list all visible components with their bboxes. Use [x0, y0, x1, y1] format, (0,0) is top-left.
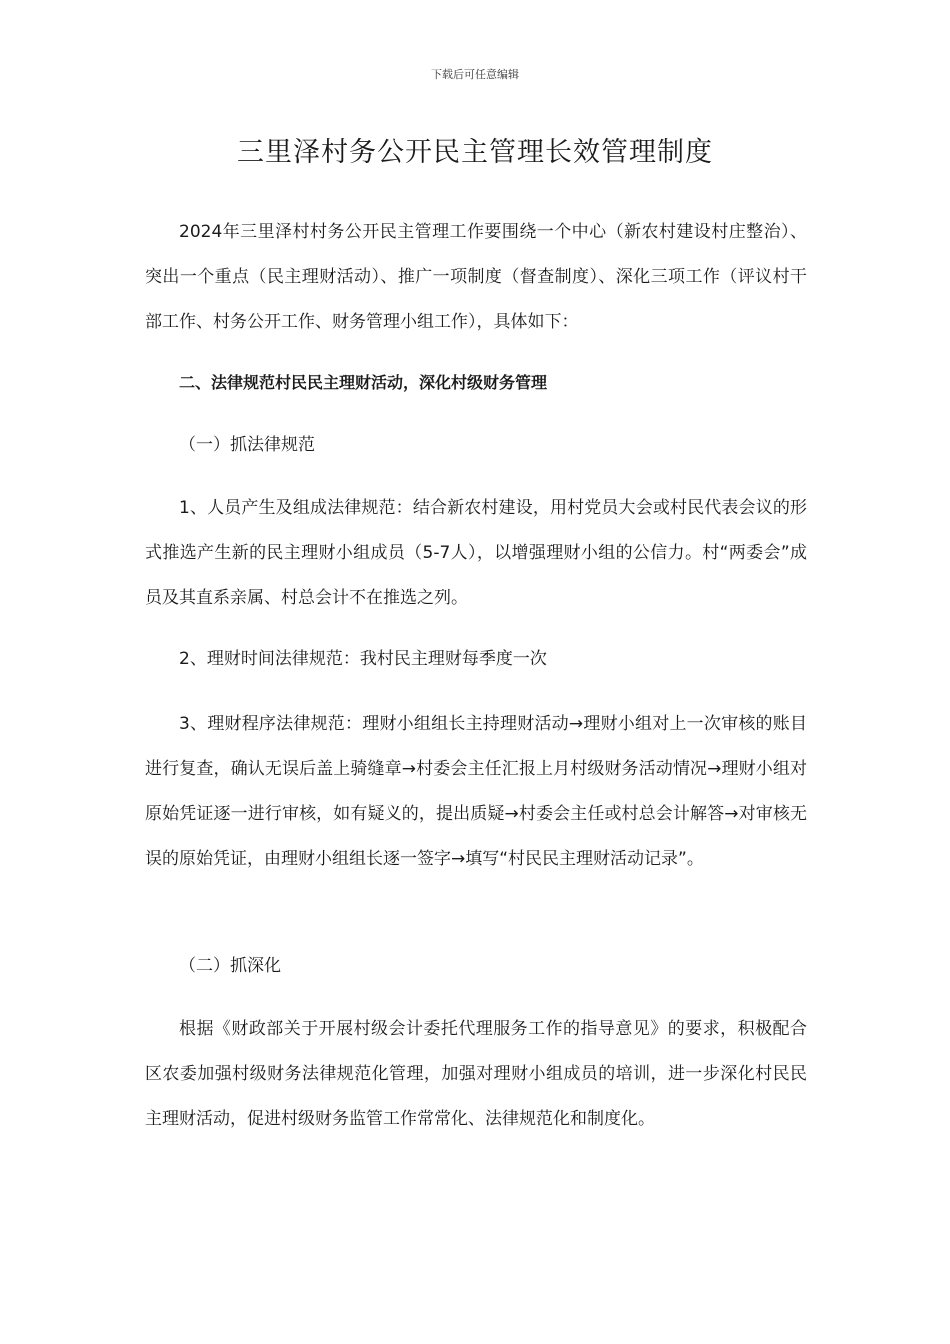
document-title: 三里泽村务公开民主管理长效管理制度 [237, 137, 713, 168]
intro-paragraph: 2024年三里泽村村务公开民主管理工作要围绕一个中心（新农村建设村庄整治）、突出一个重点（民主理财活动）、推广一项制度（督查制度）、深化三项工作（评议村干部工作、村务公开工作、财务管理小组工作），具体如下： [145, 222, 807, 332]
item-2-paragraph: 2、理财时间法律规范：我村民主理财每季度一次 [179, 649, 547, 669]
header-note: 下载后可任意编辑 [431, 68, 519, 81]
item-1-paragraph: 1、人员产生及组成法律规范：结合新农村建设，用村党员大会或村民代表会议的形式推选产生新的民主理财小组成员（5-7人），以增强理财小组的公信力。村“两委会”成员及其直系亲属、村总会计不在推选之列。 [145, 498, 807, 608]
subsection-1-heading: （一）抓法律规范 [179, 435, 315, 455]
deepen-paragraph: 根据《财政部关于开展村级会计委托代理服务工作的指导意见》的要求，积极配合区农委加强村级财务法律规范化管理，加强对理财小组成员的培训，进一步深化村民民主理财活动，促进村级财务监管工作常常化、法律规范化和制度化。 [145, 1019, 807, 1129]
item-3-paragraph: 3、理财程序法律规范：理财小组组长主持理财活动→理财小组对上一次审核的账目进行复查，确认无误后盖上骑缝章→村委会主任汇报上月村级财务活动情况→理财小组对原始凭证逐一进行审核，如有疑义的，提出质疑→村委会主任或村总会计解答→对审核无误的原始凭证，由理财小组组长逐一签字→填写“村民民主理财活动记录”。 [145, 714, 807, 869]
subsection-2-heading: （二）抓深化 [179, 956, 281, 976]
section-2-heading: 二、法律规范村民民主理财活动，深化村级财务管理 [179, 373, 548, 392]
